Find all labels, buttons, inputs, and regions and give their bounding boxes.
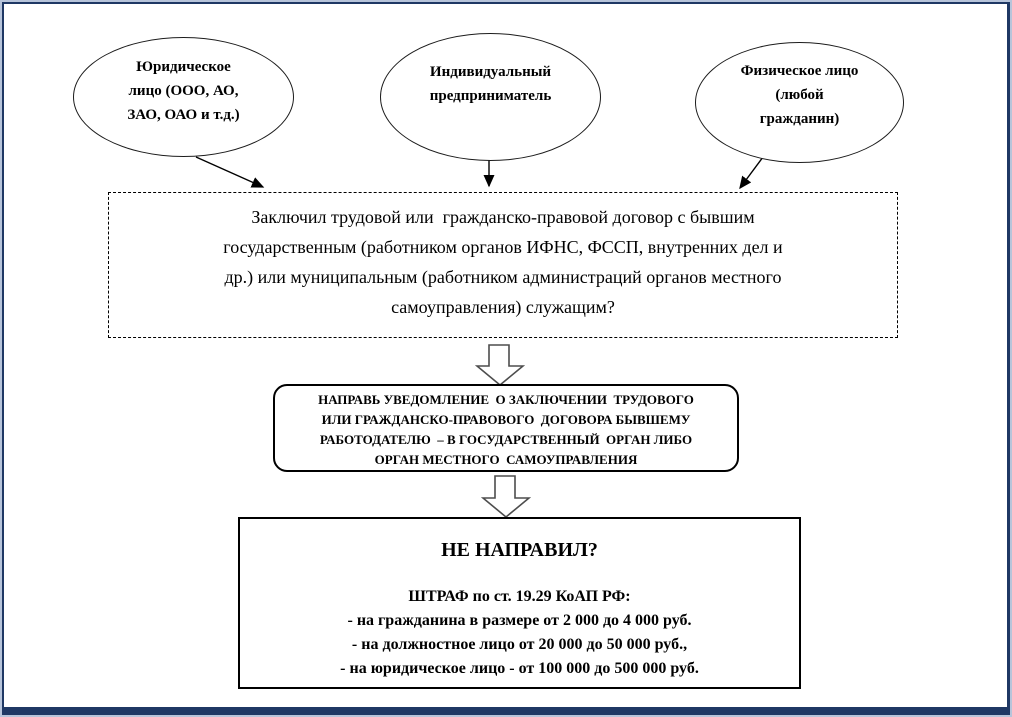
question-text: самоуправления) служащим? (391, 297, 615, 317)
ellipse-individual-label: гражданин) (759, 110, 840, 127)
question-text: Заключил трудовой или гражданско-правовой договор с бывшим (251, 207, 755, 227)
ellipse-individual (695, 42, 904, 163)
arrow-legal-to-question (196, 157, 263, 187)
question-text: др.) или муниципальным (работником администраций органов местного (224, 267, 782, 287)
penalty-subtitle: ШТРАФ по ст. 19.29 КоАП РФ: (408, 588, 631, 605)
penalty-item: - на должностное лицо от 20 000 до 50 000 руб., (351, 636, 688, 653)
notification-text: ИЛИ ГРАЖДАНСКО-ПРАВОВОГО ДОГОВОРА БЫВШЕМУ (321, 412, 691, 427)
penalty-item: - на гражданина в размере от 2 000 до 4 000 руб. (347, 612, 692, 629)
penalty-item: - на юридическое лицо - от 100 000 до 500 000 руб. (340, 660, 699, 677)
question-text: государственным (работником органов ИФНС, ФССП, внутренних дел и (223, 237, 783, 257)
ellipse-legal-entity-label: ЗАО, ОАО и т.д.) (127, 107, 240, 123)
down-block-arrow-icon (481, 475, 531, 518)
ellipse-legal-entity (73, 37, 294, 157)
ellipse-entrepreneur-label: Индивидуальный (429, 64, 552, 80)
notification-text: ОРГАН МЕСТНОГО САМОУПРАВЛЕНИЯ (374, 452, 638, 467)
notification-text: РАБОТОДАТЕЛЮ – В ГОСУДАРСТВЕННЫЙ ОРГАН ЛИБО (319, 432, 693, 447)
ellipse-individual-label: (любой (775, 86, 824, 103)
question-box (108, 192, 898, 338)
ellipse-entrepreneur (380, 33, 601, 161)
diagram-canvas (2, 2, 1010, 715)
notification-box (273, 384, 739, 472)
down-block-arrow-icon (475, 344, 525, 386)
penalty-title: НЕ НАПРАВИЛ? (441, 539, 598, 561)
ellipse-legal-entity-label: лицо (ООО, АО, (128, 83, 239, 99)
notification-text: НАПРАВЬ УВЕДОМЛЕНИЕ О ЗАКЛЮЧЕНИИ ТРУДОВОГО (318, 392, 694, 407)
ellipse-legal-entity-label: Юридическое (136, 59, 231, 75)
ellipse-individual-label: Физическое лицо (740, 62, 859, 79)
ellipse-entrepreneur-label: предприниматель (429, 88, 552, 104)
penalty-box (238, 517, 801, 689)
